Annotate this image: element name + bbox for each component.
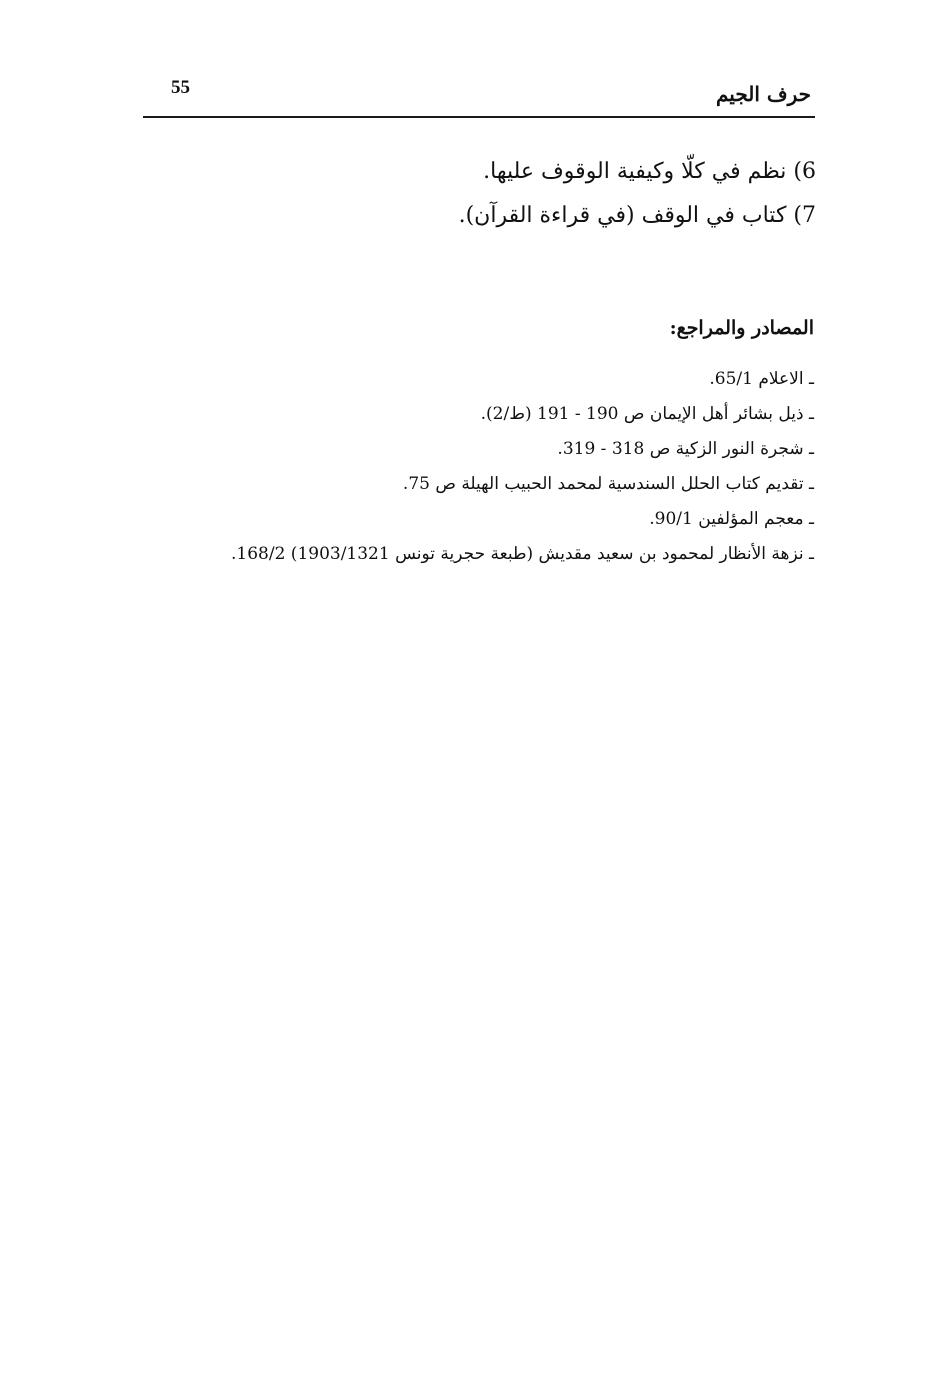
references-list <box>134 362 814 572</box>
page-number: 55 <box>171 77 190 98</box>
reference-item: ـ تقديم كتاب الحلل السندسية لمحمد الحبيب الهيلة ص 75. <box>402 474 814 494</box>
reference-item: ـ ذيل بشائر أهل الإيمان ص 190 - 191 (ط/2). <box>480 404 814 424</box>
references-heading: المصادر والمراجع: <box>669 317 814 339</box>
reference-item: ـ الاعلام 65/1. <box>709 369 814 389</box>
header-divider <box>143 116 815 118</box>
page-header <box>143 70 813 116</box>
works-list <box>176 150 816 238</box>
works-item: 7) كتاب في الوقف (في قراءة القرآن). <box>458 203 816 228</box>
works-item: 6) نظم في كلّا وكيفية الوقوف عليها. <box>483 159 816 184</box>
reference-item: ـ معجم المؤلفين 90/1. <box>649 509 814 529</box>
reference-item: ـ نزهة الأنظار لمحمود بن سعيد مقديش (طبعة حجرية تونس 1903/1321) 168/2. <box>230 544 814 564</box>
running-title: حرف الجيم <box>716 82 811 106</box>
reference-item: ـ شجرة النور الزكية ص 318 - 319. <box>557 439 814 459</box>
references-section <box>134 315 814 572</box>
